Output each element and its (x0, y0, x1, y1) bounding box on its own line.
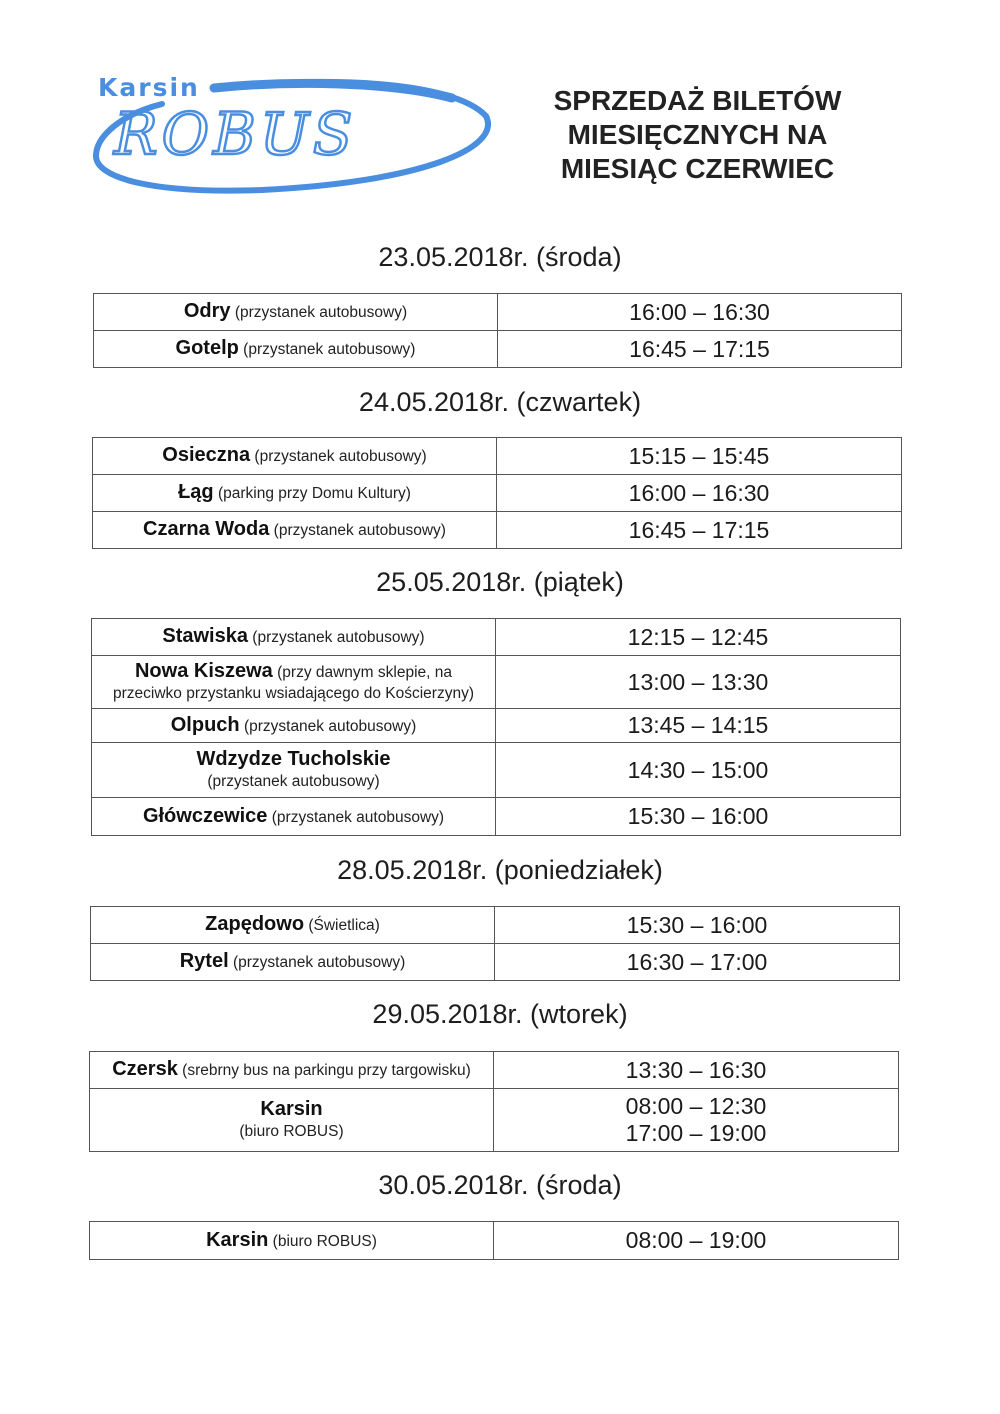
day-heading: 30.05.2018r. (środa) (378, 1170, 622, 1200)
location-name: Olpuch (170, 713, 240, 736)
day-heading: 28.05.2018r. (poniedziałek) (337, 855, 663, 885)
time-cell (497, 438, 902, 475)
logo-robus-text: ROBUS (114, 100, 357, 168)
table-row (94, 331, 902, 368)
location-note: (parking przy Domu Kultury) (217, 485, 411, 502)
location-cell (94, 331, 498, 368)
time-cell (495, 907, 900, 944)
time-cell (494, 1089, 899, 1152)
time-range: 15:30 – 16:00 (626, 911, 768, 938)
table-row (94, 294, 902, 331)
location-note: (biuro ROBUS) (272, 1232, 377, 1250)
table-row (92, 619, 901, 656)
robus-logo (92, 70, 494, 198)
location-name: Stawiska (162, 625, 248, 647)
table-row (93, 438, 902, 475)
location-name: Główczewice (142, 804, 268, 827)
time-cell (496, 656, 901, 709)
time-range: 08:00 – 19:00 (625, 1227, 767, 1253)
time-range: 12:15 – 12:45 (627, 623, 769, 650)
location-note: (srebrny bus na parkingu przy targowisku) (182, 1062, 471, 1079)
table-row (91, 944, 900, 981)
schedule-table (89, 1051, 899, 1152)
location-note: (Świetlica) (308, 917, 380, 934)
location-note: (przystanek autobusowy) (252, 629, 425, 646)
table-row (91, 907, 900, 944)
table-row (93, 512, 902, 549)
schedule-table (90, 906, 900, 981)
location-cell (92, 798, 496, 836)
table-row (90, 1052, 899, 1089)
location-cell (92, 619, 496, 656)
location-note-line2: (przystanek autobusowy) (207, 772, 380, 790)
location-name: Czersk (112, 1058, 178, 1080)
time-cell (496, 798, 901, 836)
table-row (90, 1089, 899, 1152)
title-line: MIESIĄC CZERWIEC (560, 153, 835, 184)
title-line: MIESIĘCZNYCH NA (567, 119, 828, 150)
location-cell (93, 475, 497, 512)
time-range: 15:15 – 15:45 (628, 442, 770, 469)
time-range: 16:00 – 16:30 (628, 479, 770, 506)
time-cell (494, 1222, 899, 1260)
location-name: Odry (183, 300, 231, 322)
logo-karsin-text: Karsin (98, 73, 200, 102)
time-cell (496, 619, 901, 656)
location-note: (przystanek autobusowy) (232, 954, 406, 971)
location-cell (92, 709, 496, 743)
time-range: 08:00 – 12:30 (625, 1093, 767, 1119)
location-name: Karsin (206, 1228, 269, 1251)
location-note: (przystanek autobusowy) (234, 304, 408, 321)
time-range: 13:00 – 13:30 (627, 668, 769, 695)
location-cell (93, 512, 497, 549)
time-range: 17:00 – 19:00 (625, 1120, 767, 1146)
table-row (93, 475, 902, 512)
location-cell (91, 944, 495, 981)
time-cell (496, 709, 901, 743)
time-cell (498, 331, 902, 368)
table-row (90, 1222, 899, 1260)
location-cell (93, 438, 497, 475)
time-range: 15:30 – 16:00 (627, 803, 769, 829)
schedule-table (92, 437, 902, 549)
day-heading: 29.05.2018r. (wtorek) (372, 999, 628, 1029)
location-note: (przystanek autobusowy) (273, 522, 446, 539)
location-cell (92, 656, 496, 709)
day-heading: 24.05.2018r. (czwartek) (358, 387, 642, 417)
table-row (92, 743, 901, 798)
location-note-line2: (biuro ROBUS) (239, 1122, 344, 1140)
location-name: Gotelp (175, 337, 239, 359)
schedule-table (89, 1221, 899, 1260)
schedule-table (93, 293, 902, 368)
location-name: Osieczna (162, 444, 251, 466)
location-cell (91, 907, 495, 944)
time-range: 16:00 – 16:30 (629, 298, 770, 325)
location-note: (przy dawnym sklepie, na (277, 663, 452, 681)
time-range: 13:30 – 16:30 (625, 1056, 767, 1083)
location-cell (92, 743, 496, 798)
location-cell (90, 1089, 494, 1152)
time-range: 13:45 – 14:15 (627, 712, 769, 738)
location-note: (przystanek autobusowy) (243, 341, 416, 358)
time-range: 14:30 – 15:00 (627, 756, 769, 783)
time-range: 16:45 – 17:15 (629, 335, 770, 362)
page-title (520, 84, 875, 186)
location-name: Zapędowo (205, 913, 305, 935)
schedule-table (91, 618, 901, 836)
location-name: Nowa Kiszewa (134, 659, 273, 682)
location-name: Rytel (179, 950, 229, 972)
day-heading: 25.05.2018r. (piątek) (376, 567, 624, 597)
time-cell (496, 743, 901, 798)
time-cell (494, 1052, 899, 1089)
location-name: Karsin (260, 1097, 323, 1120)
location-cell (94, 294, 498, 331)
location-note: (przystanek autobusowy) (271, 808, 445, 826)
time-cell (497, 475, 902, 512)
day-heading: 23.05.2018r. (środa) (378, 242, 622, 272)
location-note: (przystanek autobusowy) (254, 448, 427, 465)
location-cell (90, 1222, 494, 1260)
location-name: Czarna Woda (143, 518, 270, 540)
table-row (92, 798, 901, 836)
location-name: Wdzydze Tucholskie (196, 747, 391, 770)
table-row (92, 656, 901, 709)
time-range: 16:45 – 17:15 (628, 516, 770, 543)
time-cell (495, 944, 900, 981)
location-note-line2: przeciwko przystanku wsiadającego do Kościerzyny) (113, 684, 474, 702)
time-cell (497, 512, 902, 549)
time-range: 16:30 – 17:00 (626, 948, 768, 975)
location-cell (90, 1052, 494, 1089)
title-line: SPRZEDAŻ BILETÓW (553, 85, 842, 116)
time-cell (498, 294, 902, 331)
location-name: Łąg (178, 481, 214, 503)
location-note: (przystanek autobusowy) (243, 717, 417, 735)
table-row (92, 709, 901, 743)
